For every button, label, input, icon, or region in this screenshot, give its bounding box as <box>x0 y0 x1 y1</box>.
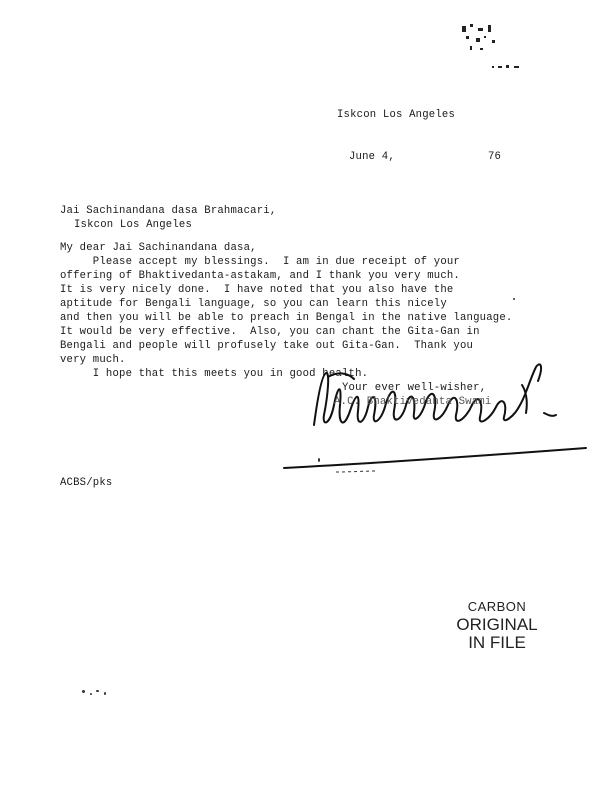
scan-speck <box>104 692 106 695</box>
reference-initials: ACBS/pks <box>60 477 113 489</box>
body-line: offering of Bhaktivedanta-astakam, and I thank you very much. <box>60 270 460 282</box>
scan-speck <box>82 690 85 693</box>
scan-speck <box>513 298 515 300</box>
body-line: aptitude for Bengali language, so you can learn this nicely <box>60 298 447 310</box>
stamp-line-original: ORIGINAL <box>456 615 538 634</box>
scan-marks <box>458 22 528 72</box>
body-line: and then you will be able to preach in Bengal in the native language. <box>60 312 513 324</box>
signatory: A.C. Bhaktivedanta Swami <box>334 396 492 408</box>
body-line: It would be very effective. Also, you can chant the Gita-Gan in <box>60 326 480 338</box>
body-line: It is very nicely done. I have noted that you also have the <box>60 284 454 296</box>
closing: Your ever well-wisher, <box>342 382 487 394</box>
recipient-address: Iskcon Los Angeles <box>74 219 193 231</box>
recipient-name: Jai Sachinandana dasa Brahmacari, <box>60 205 277 217</box>
stamp-line-in-file: IN FILE <box>468 633 526 652</box>
header-date: June 4, <box>349 151 395 163</box>
salutation: My dear Jai Sachinandana dasa, <box>60 242 257 254</box>
body-line: Bengali and people will profusely take out Gita-Gan. Thank you <box>60 340 474 352</box>
header-year: 76 <box>488 151 502 163</box>
body-line: very much. <box>60 354 126 366</box>
header-location: Iskcon Los Angeles <box>337 109 456 121</box>
scan-speck <box>318 458 320 462</box>
carbon-original-stamp <box>454 600 540 651</box>
scan-speck <box>90 693 92 695</box>
stamp-line-carbon: CARBON <box>467 599 527 614</box>
body-line: Please accept my blessings. I am in due receipt of your <box>60 256 460 268</box>
body-line: I hope that this meets you in good health. <box>60 368 369 380</box>
scan-speck <box>96 690 99 692</box>
signature-underline <box>280 444 590 474</box>
